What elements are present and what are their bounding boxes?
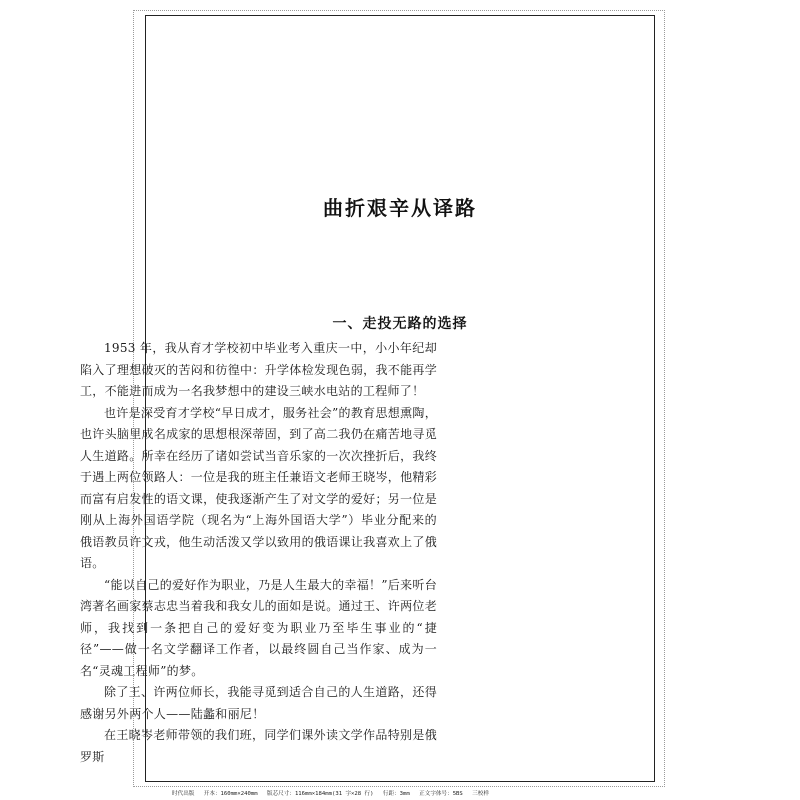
footer-format: 开本：160mm×240mm	[203, 791, 258, 797]
footer-font-size: 正文字体号：5BS	[419, 791, 463, 797]
footer-proof: 三校样	[472, 791, 489, 797]
chapter-title: 曲折艰辛从译路	[323, 196, 477, 220]
body-text	[80, 338, 437, 768]
print-spec-footer	[172, 790, 632, 798]
paragraph: 1953 年，我从育才学校初中毕业考入重庆一中，小小年纪却陷入了理想破灭的苦闷和彷徨中：升学体检发现色弱，我不能再学工，不能进而成为一名我梦想中的建设三峡水电站的工程师了！	[80, 341, 437, 398]
paragraph: 也许是深受育才学校“早日成才，服务社会”的教育思想熏陶，也许头脑里成名成家的思想根深蒂固，到了高二我仍在痛苦地寻觅人生道路。所幸在经历了诸如尝试当音乐家的一次次挫折后，我终于遇上两位领路人：一位是我的班主任兼语文老师王晓岑，他精彩而富有启发性的语文课，使我逐渐产生了对文学的爱好；另一位是刚从上海外国语学院（现名为“上海外国语大学”）毕业分配来的俄语教员许文戎，他生动活泼又学以致用的俄语课让我喜欢上了俄语。	[80, 405, 437, 570]
footer-line-gap: 行距：3mm	[382, 791, 410, 797]
section-title: 一、走投无路的选择	[332, 316, 468, 332]
paragraph: 在王晓岑老师带领的我们班，同学们课外读文学作品特别是俄罗斯	[80, 728, 437, 764]
paragraph: 除了王、许两位师长，我能寻觅到适合自己的人生道路，还得感谢另外两个人——陆蠡和丽尼！	[80, 685, 437, 721]
footer-publisher: 时代出版	[172, 791, 195, 797]
footer-block-size: 版芯尺寸：116mm×184mm(31 字×28 行)	[266, 791, 374, 797]
paragraph: “能以自己的爱好作为职业，乃是人生最大的幸福！”后来听台湾著名画家蔡志忠当着我和我女儿的面如是说。通过王、许两位老师，我找到一条把自己的爱好变为职业乃至毕生事业的“捷径”——做一名文学翻译工作者，以最终圆自己当作家、成为一名“灵魂工程师”的梦。	[80, 577, 437, 678]
